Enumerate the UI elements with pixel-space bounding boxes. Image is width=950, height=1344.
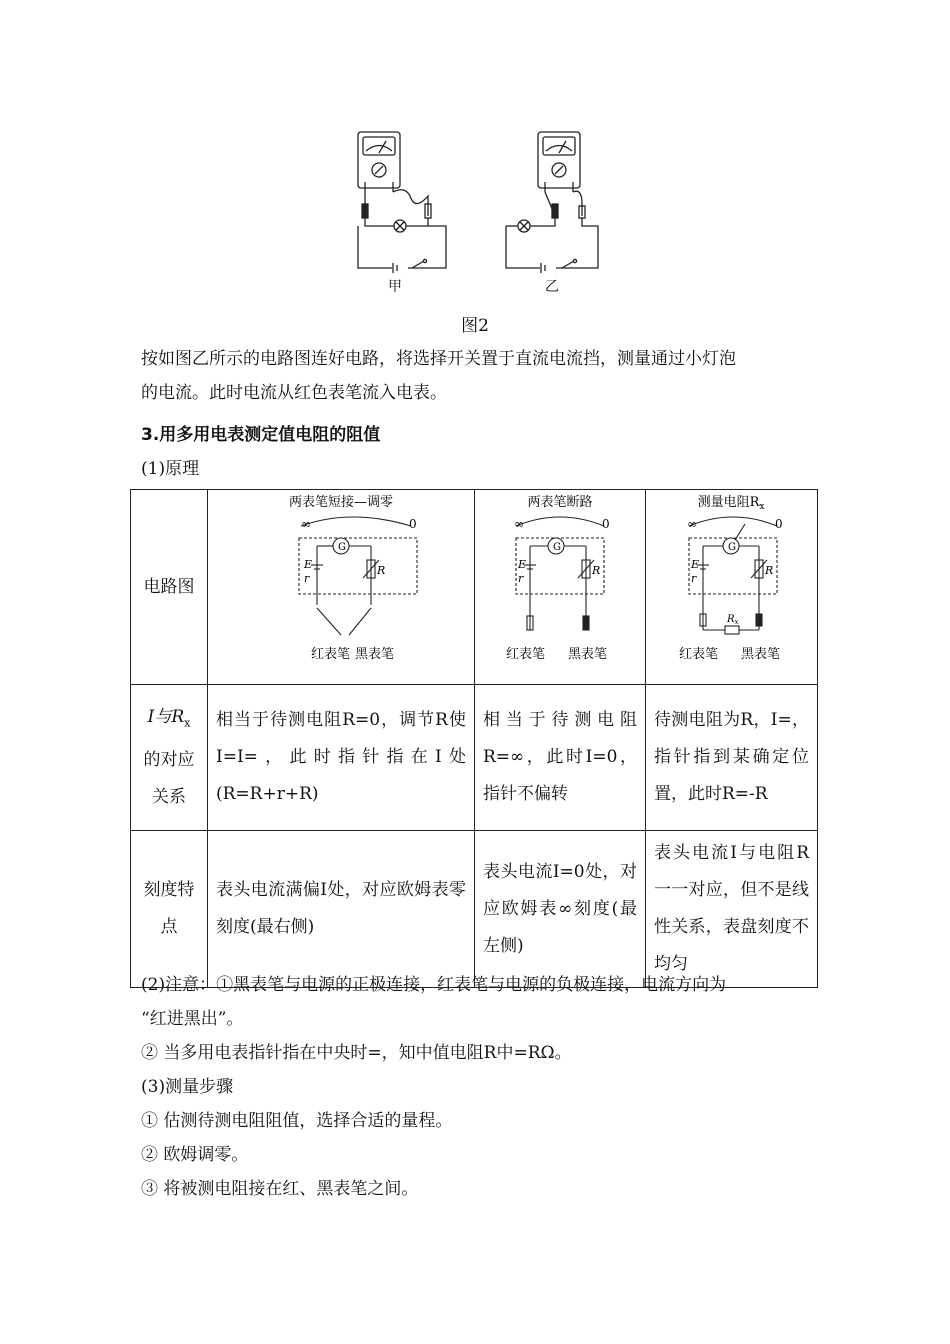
scale-short-circuit: 表头电流满偏I处，对应欧姆表零刻度(最右侧): [208, 831, 475, 988]
scale-open-circuit: 表头电流I=0处，对应欧姆表∞刻度(最左侧): [475, 831, 646, 988]
svg-text:G: G: [727, 542, 736, 553]
svg-text:0: 0: [602, 517, 610, 531]
svg-text:R: R: [764, 564, 773, 577]
svg-text:0: 0: [409, 517, 417, 531]
note-2: [141, 968, 821, 1206]
row-header-relation-line-3: 关系: [152, 786, 186, 807]
diagram-open: [476, 490, 644, 670]
svg-text:Rx: $R_x$: [726, 614, 738, 626]
svg-text:G: G: [553, 542, 561, 553]
diagram-open-circuit: [475, 490, 646, 685]
svg-text:0: 0: [774, 517, 783, 531]
red-pen-label-3: 红表笔: [678, 647, 718, 662]
row-header-circuit: 电路图: [131, 490, 208, 685]
note-2-line-2: “红进黑出”。: [141, 1009, 244, 1029]
diagram-title-3-sub: x: [758, 502, 764, 512]
svg-text:E: E: [518, 558, 527, 571]
step-2: ② 欧姆调零。: [141, 1145, 249, 1165]
diagram-title-1: 两表笔短接—调零: [288, 495, 394, 510]
diagram-zero-adjust: [211, 490, 471, 670]
note-2-line-1: (2)注意：①黑表笔与电源的正极连接，红表笔与电源的负极连接，电流方向为: [141, 975, 727, 995]
svg-text:E: E: [690, 558, 699, 571]
diagram-measure: [646, 490, 818, 685]
row-header-relation-line-1: I与R: [147, 707, 185, 728]
figure-label-yi: 乙: [545, 279, 559, 295]
row-header-scale-line-2: 点: [160, 917, 178, 937]
step-3: ③ 将被测电阻接在红、黑表笔之间。: [141, 1179, 419, 1199]
svg-text:R: R: [377, 564, 386, 577]
diagram-measure-rx: [647, 490, 817, 670]
table-row-scale: [131, 831, 818, 988]
paragraph-1-line-1: 按如图乙所示的电路图连好电路，将选择开关置于直流电流挡，测量通过小灯泡: [141, 349, 736, 369]
paragraph-1: [141, 342, 821, 410]
red-pen-label-1: 红表笔: [311, 647, 351, 662]
figure-label-jia: 甲: [388, 279, 402, 295]
figure-caption: 图2: [461, 316, 489, 336]
svg-text:测量电阻Rx: [697, 494, 764, 512]
diagram-title-3: 测量电阻R: [697, 495, 759, 510]
table-row-relation: [131, 685, 818, 831]
row-header-scale: [131, 831, 208, 988]
svg-text:G: G: [338, 542, 346, 553]
relation-measure: 待测电阻为R，I=，指针指到某确定位置，此时R=-R: [646, 685, 818, 831]
scale-measure: 表头电流I与电阻R一一对应，但不是线性关系，表盘刻度不均匀: [646, 831, 818, 988]
svg-text:r: r: [518, 572, 524, 585]
row-header-scale-line-1: 刻度特: [143, 880, 195, 900]
black-pen-label-3: 黑表笔: [740, 647, 780, 662]
principle-table: [130, 489, 818, 988]
row-header-relation: [131, 685, 208, 831]
diagram-short-circuit: [208, 490, 475, 685]
svg-text:∞: ∞: [514, 517, 524, 531]
svg-text:r: r: [304, 572, 310, 585]
steps-heading: (3)测量步骤: [141, 1077, 234, 1097]
relation-open-circuit: 相当于待测电阻R=∞，此时I=0，指针不偏转: [475, 685, 646, 831]
red-pen-label-2: 红表笔: [506, 647, 546, 662]
svg-text:∞: ∞: [301, 517, 311, 531]
paragraph-1-line-2: 的电流。此时电流从红色表笔流入电表。: [141, 383, 447, 403]
svg-text:r: r: [690, 572, 696, 585]
black-pen-label-1: 黑表笔: [355, 647, 395, 662]
diagram-title-2: 两表笔断路: [527, 495, 593, 510]
note-2-item-2: ② 当多用电表指针指在中央时=，知中值电阻R中=RΩ。: [141, 1043, 572, 1063]
svg-text:E: E: [304, 558, 313, 571]
section-3-title: 3.用多用电表测定值电阻的阻值: [141, 425, 381, 445]
row-header-relation-sub: x: [184, 716, 191, 730]
black-pen-label-2: 黑表笔: [568, 647, 608, 662]
svg-text:∞: ∞: [686, 517, 697, 531]
relation-short-circuit: 相当于待测电阻R=0，调节R使I=I=，此时指针指在I处(R=R+r+R): [208, 685, 475, 831]
step-1: ① 估测待测电阻阻值，选择合适的量程。: [141, 1111, 453, 1131]
svg-text:R: R: [592, 564, 601, 577]
figure-2-circuits: [350, 126, 610, 306]
table-row-circuit: [131, 490, 818, 685]
row-header-relation-line-2: 的对应: [143, 749, 195, 770]
section-3-subheading: (1)原理: [141, 459, 200, 479]
